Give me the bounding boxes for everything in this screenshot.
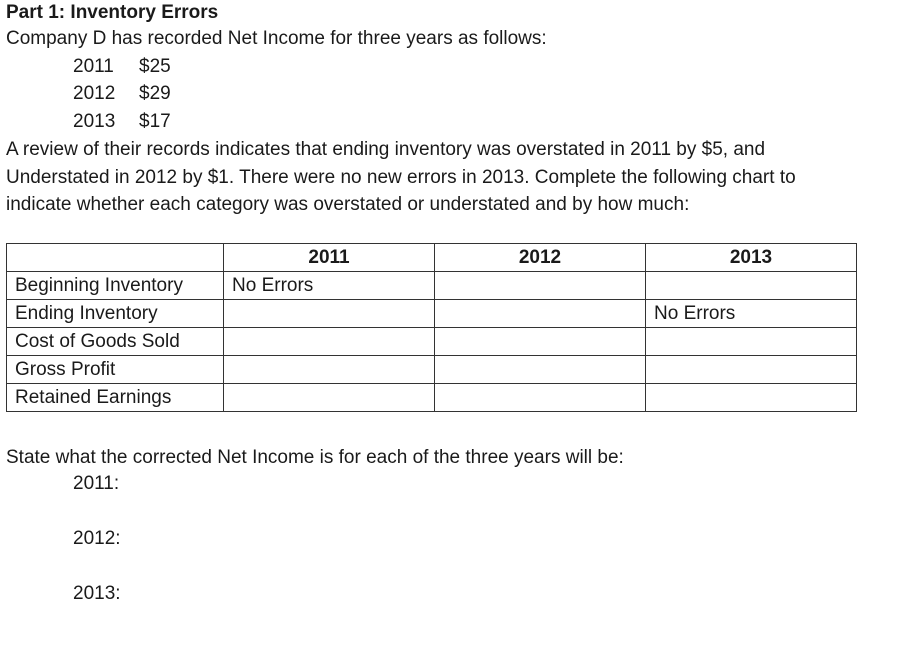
table-row: [7, 384, 857, 412]
row-label: Cost of Goods Sold: [7, 328, 224, 356]
row-label: Beginning Inventory: [7, 272, 224, 300]
cell-2012[interactable]: [435, 356, 646, 384]
cell-2013[interactable]: [646, 384, 857, 412]
net-income-row: [73, 55, 171, 79]
cell-2011[interactable]: [224, 300, 435, 328]
section-title: Part 1: Inventory Errors: [6, 2, 219, 23]
net-income-row: [73, 82, 171, 106]
net-income-row: [73, 110, 171, 134]
cell-2012[interactable]: [435, 272, 646, 300]
header-2012: 2012: [435, 244, 646, 272]
answer-label-2011: 2011:: [73, 473, 120, 494]
paragraph-line: indicate whether each category was overstated or understated and by how much:: [6, 194, 690, 215]
cell-2011[interactable]: No Errors: [224, 272, 435, 300]
table-row: [7, 328, 857, 356]
header-2011: 2011: [224, 244, 435, 272]
net-income-year: 2013: [73, 111, 116, 132]
chart-header-row: [7, 244, 857, 272]
cell-2013[interactable]: [646, 272, 857, 300]
net-income-amount: $17: [139, 111, 171, 132]
cell-2011[interactable]: [224, 356, 435, 384]
table-row: [7, 272, 857, 300]
cell-2012[interactable]: [435, 300, 646, 328]
table-row: [7, 300, 857, 328]
row-label: Ending Inventory: [7, 300, 224, 328]
answer-label-2012: 2012:: [73, 528, 121, 549]
row-label: Gross Profit: [7, 356, 224, 384]
net-income-year: 2011: [73, 56, 114, 77]
net-income-amount: $29: [139, 83, 171, 104]
review-paragraph: [6, 136, 896, 219]
net-income-year: 2012: [73, 83, 116, 104]
row-label: Retained Earnings: [7, 384, 224, 412]
table-row: [7, 356, 857, 384]
paragraph-line: A review of their records indicates that ending inventory was overstated in 2011 by $5, and: [6, 139, 766, 160]
cell-2011[interactable]: [224, 384, 435, 412]
cell-2011[interactable]: [224, 328, 435, 356]
answer-label-2013: 2013:: [73, 583, 121, 604]
cell-2013[interactable]: [646, 328, 857, 356]
inventory-error-chart: [6, 243, 857, 412]
cell-2012[interactable]: [435, 384, 646, 412]
corrected-net-income-prompt: State what the corrected Net Income is for each of the three years will be:: [6, 447, 624, 468]
header-2013: 2013: [646, 244, 857, 272]
paragraph-line: Understated in 2012 by $1. There were no new errors in 2013. Complete the following chart to: [6, 166, 796, 188]
intro-text: Company D has recorded Net Income for three years as follows:: [6, 28, 547, 49]
cell-2013[interactable]: No Errors: [646, 300, 857, 328]
header-blank-cell: [7, 244, 224, 272]
cell-2012[interactable]: [435, 328, 646, 356]
cell-2013[interactable]: [646, 356, 857, 384]
net-income-amount: $25: [139, 56, 171, 77]
